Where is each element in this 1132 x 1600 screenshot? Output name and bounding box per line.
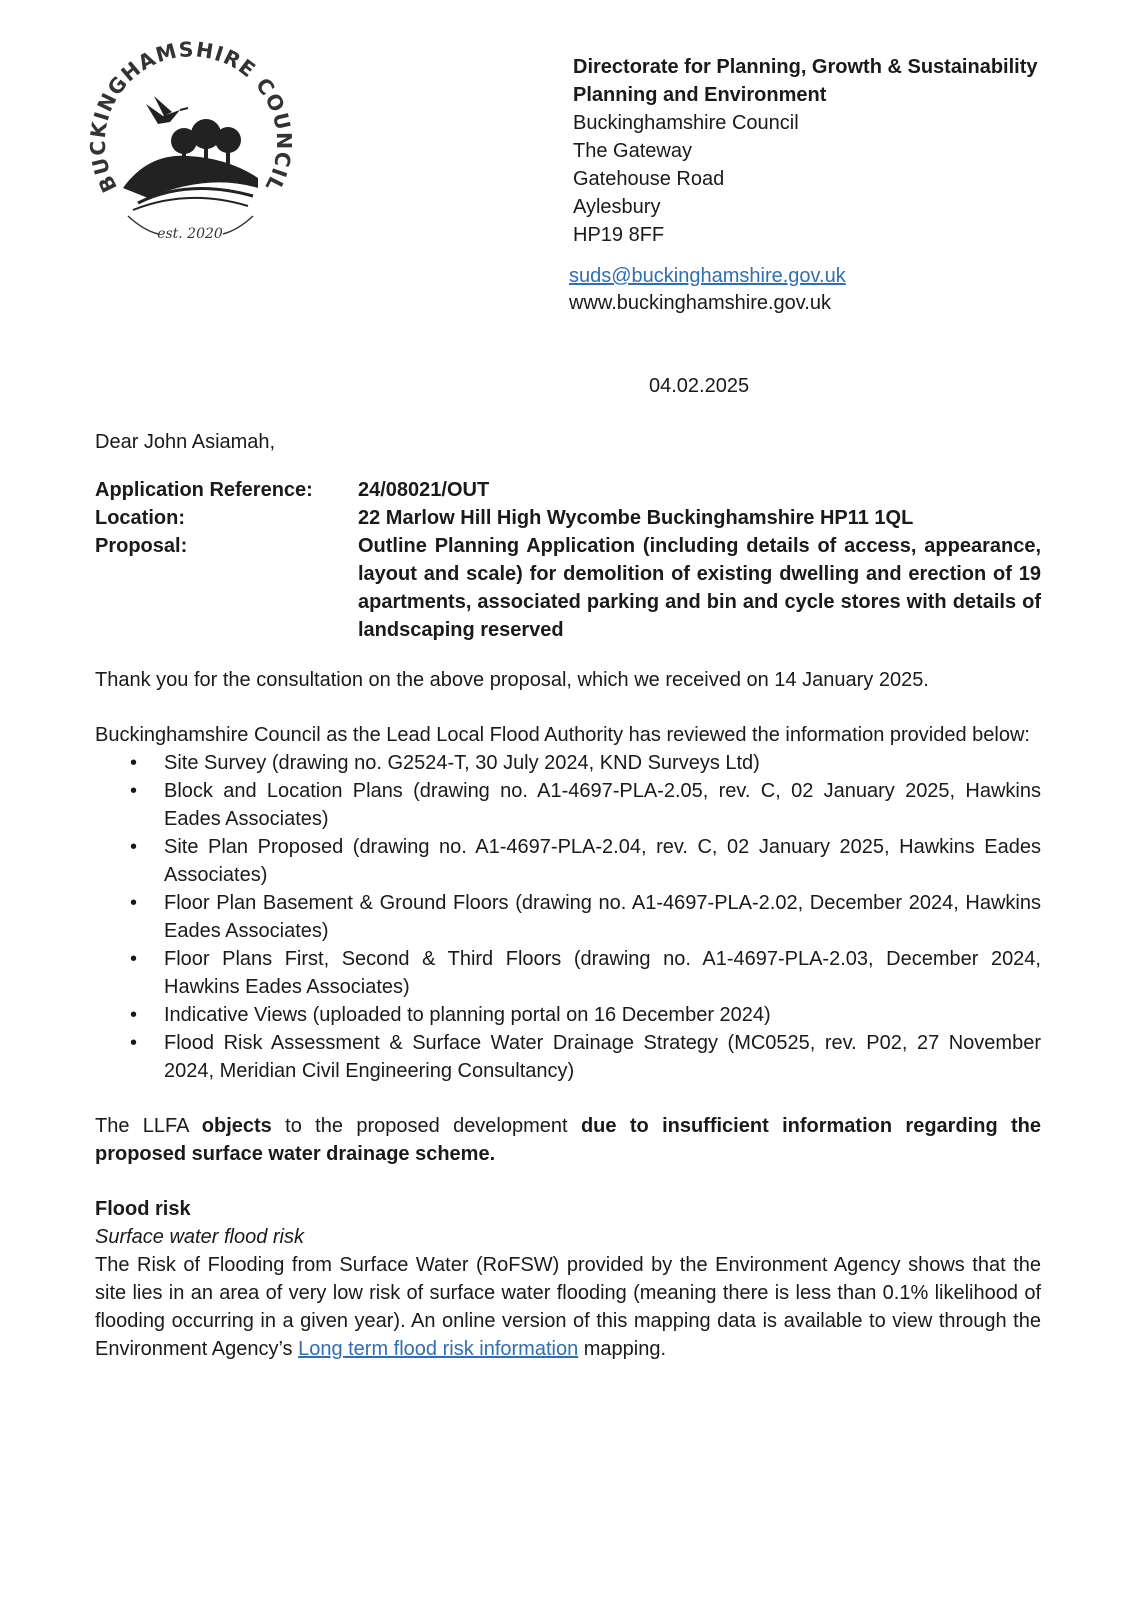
- proposal-label: Proposal:: [95, 535, 188, 557]
- letter-body: [95, 428, 1041, 1363]
- department-name: Planning and Environment: [573, 84, 827, 106]
- thanks-paragraph: Thank you for the consultation on the above proposal, which we received on 14 January 2025.: [95, 669, 929, 691]
- contact-block: [569, 263, 846, 317]
- address-line: HP19 8FF: [573, 224, 665, 246]
- objection-paragraph: The LLFA objects to the proposed development due to insufficient information regarding the proposed surface water drainage scheme.: [95, 1115, 1042, 1165]
- list-item: • Block and Location Plans (drawing no. A1-4697-PLA-2.05, rev. C, 02 January 2025, Hawkins Eades Associates): [95, 777, 1041, 833]
- address-line: Buckinghamshire Council: [573, 112, 799, 134]
- list-item: • Floor Plans First, Second & Third Floors (drawing no. A1-4697-PLA-2.03, December 2024, Hawkins Eades Associates): [95, 945, 1041, 1001]
- objects-emphasis: objects: [201, 1115, 272, 1137]
- flood-risk-info-link[interactable]: Long term flood risk information: [298, 1338, 579, 1360]
- logo-arc-text: BUCKINGHAMSHIRE COU IL: [88, 38, 293, 197]
- flood-risk-heading: Flood risk: [95, 1198, 191, 1220]
- bullet-icon: •: [130, 1032, 138, 1054]
- objection-reason: due to insufficient information regarding the proposed surface water drainage scheme.: [95, 1115, 1042, 1165]
- bullet-icon: •: [130, 1004, 138, 1026]
- email-link[interactable]: suds@buckinghamshire.gov.uk: [569, 265, 846, 287]
- bullet-icon: •: [130, 892, 138, 914]
- application-ref-value: 24/08021/OUT: [358, 479, 490, 501]
- list-item: • Indicative Views (uploaded to planning portal on 16 December 2024): [95, 1001, 1041, 1029]
- list-item: • Floor Plan Basement & Ground Floors (drawing no. A1-4697-PLA-2.02, December 2024, Hawkins Eades Associates): [95, 889, 1041, 945]
- bullet-icon: •: [130, 948, 138, 970]
- surface-water-subheading: Surface water flood risk: [95, 1226, 304, 1248]
- website-text: www.buckinghamshire.gov.uk: [569, 292, 831, 314]
- bullet-icon: •: [130, 752, 138, 774]
- address-line: Aylesbury: [573, 196, 661, 218]
- flood-risk-paragraph: The Risk of Flooding from Surface Water (RoFSW) provided by the Environment Agency shows that the site lies in an area of very low risk of surface water flooding (meaning there is less than 0.1% likelihood of flooding occurring in a given year). An online version of this mapping data is available to view through the Environment Agency’s Long term flood risk information mapping.: [95, 1254, 1041, 1360]
- list-item: • Site Survey (drawing no. G2524-T, 30 July 2024, KND Surveys Ltd): [95, 749, 1041, 777]
- logo-est-text: est. 2020: [157, 226, 223, 242]
- intro-paragraph: Buckinghamshire Council as the Lead Local Flood Authority has reviewed the information provided below:: [95, 724, 1030, 746]
- letter-date: 04.02.2025: [649, 375, 750, 397]
- list-item: • Site Plan Proposed (drawing no. A1-4697-PLA-2.04, rev. C, 02 January 2025, Hawkins Eades Associates): [95, 833, 1041, 889]
- salutation: Dear John Asiamah,: [95, 431, 276, 453]
- location-value: 22 Marlow Hill High Wycombe Buckinghamshire HP11 1QL: [358, 507, 914, 529]
- application-ref-label: Application Reference:: [95, 479, 313, 501]
- council-logo: [88, 38, 293, 253]
- address-line: Gatehouse Road: [573, 168, 725, 190]
- proposal-value: Outline Planning Application (including details of access, appearance, layout and scale) for demolition of existing dwelling and erection of 19 apartments, associated parking and bin and cycle stores with details of landscaping reserved: [358, 535, 1041, 641]
- bullet-icon: •: [130, 836, 138, 858]
- address-line: The Gateway: [573, 140, 692, 162]
- list-item: • Flood Risk Assessment & Surface Water Drainage Strategy (MC0525, rev. P02, 27 November 2024, Meridian Civil Engineering Consultancy): [95, 1029, 1041, 1085]
- bullet-icon: •: [130, 780, 138, 802]
- reference-block: [95, 476, 1041, 644]
- directorate-name: Directorate for Planning, Growth & Sustainability: [573, 56, 1038, 78]
- location-label: Location:: [95, 507, 185, 529]
- council-crest-icon: [88, 38, 293, 253]
- documents-list: [95, 749, 1041, 1085]
- sender-address: [573, 53, 1038, 249]
